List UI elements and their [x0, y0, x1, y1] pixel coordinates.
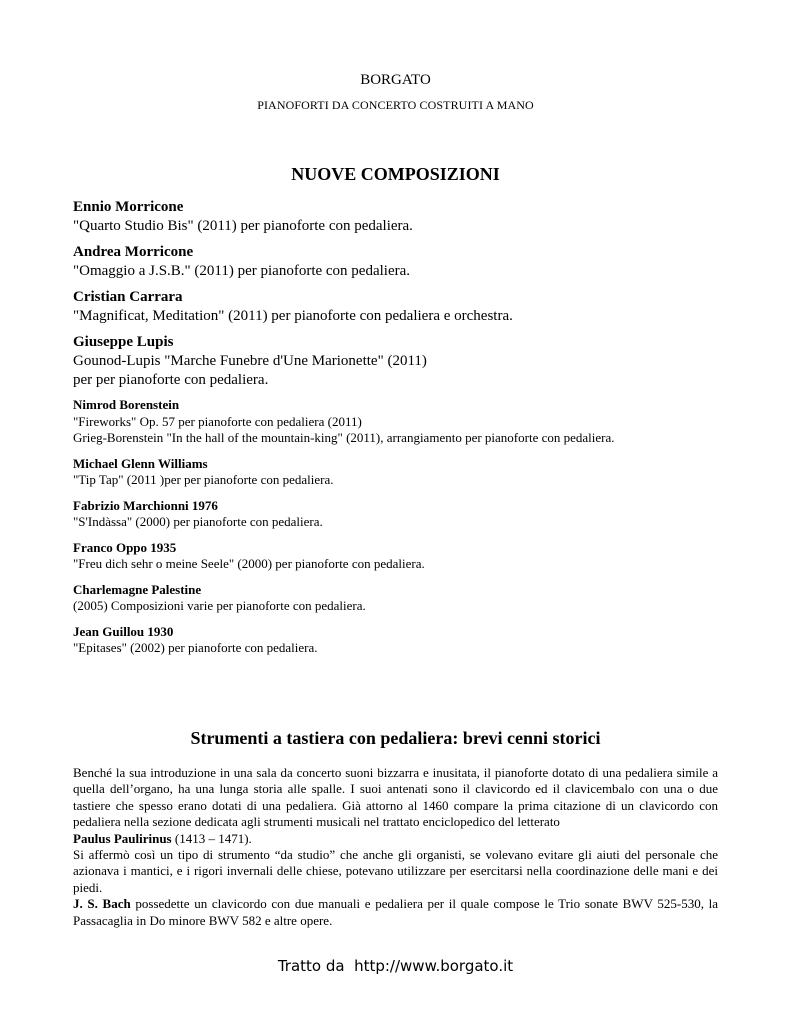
- compositions-list: [73, 198, 733, 666]
- composition-entry: [73, 243, 733, 281]
- composer-name: Franco Oppo 1935: [73, 539, 177, 555]
- composition-entry: [73, 498, 733, 531]
- history-title: Strumenti a tastiera con pedaliera: brevi cenni storici: [190, 728, 601, 748]
- composition-description: "Freu dich sehr o meine Seele" (2000) per pianoforte con pedaliera.: [73, 556, 425, 571]
- composition-description: "Tip Tap" (2011 )per per pianoforte con pedaliera.: [73, 472, 334, 487]
- composer-name: Andrea Morricone: [73, 244, 194, 260]
- history-paragraph: [73, 765, 718, 847]
- compositions-title: NUOVE COMPOSIZIONI: [291, 164, 500, 184]
- composition-description: "Quarto Studio Bis" (2011) per pianoforte con pedaliera.: [73, 218, 413, 234]
- composer-name: Fabrizio Marchionni 1976: [73, 497, 218, 513]
- composition-description: "Omaggio a J.S.B." (2011) per pianoforte con pedaliera.: [73, 263, 411, 279]
- composer-name: Charlemagne Palestine: [73, 581, 202, 597]
- composer-name: Michael Glenn Williams: [73, 455, 208, 471]
- composer-name: Nimrod Borenstein: [73, 397, 180, 412]
- composer-name: Cristian Carrara: [73, 289, 183, 305]
- brand-name: BORGATO: [360, 72, 431, 88]
- composition-description: (2005) Composizioni varie per pianoforte con pedaliera.: [73, 598, 366, 613]
- footer-text: Tratto da http://www.borgato.it: [277, 957, 514, 975]
- composition-description: per per pianoforte con pedaliera.: [73, 372, 269, 388]
- composition-entry: [73, 333, 733, 390]
- history-section: [73, 765, 718, 929]
- history-text: Benché la sua introduzione in una sala da concerto suoni bizzarra e inusitata, il pianoforte dotato di una pedaliera simile a quella dell’organo, ha una lunga storia alle spalle. I suoi antenati sono il clavicordo ed il clavicembalo con una o due tastiere che spesso erano dotati di una pedaliera. Già attorno al 1460 compare la prima citazione di un clavicordo con pedaliera nella sezione dedicata agli strumenti musicali nel trattato enciclopedico del letterato: [73, 765, 718, 830]
- composer-name: Giuseppe Lupis: [73, 334, 174, 350]
- composition-entry: [73, 624, 733, 657]
- history-person-name: J. S. Bach: [73, 896, 131, 912]
- history-paragraph: Si affermò così un tipo di strumento “da studio” che anche gli organisti, se volevano evitare gli aiuti del personale che azionava i mantici, e i rigori invernali delle chiese, potevano utilizzare per esercitarsi nella coordinazione delle mani e dei piedi.: [73, 847, 718, 895]
- history-text: (1413 – 1471).: [171, 830, 252, 846]
- history-person-name: Paulus Paulirinus: [73, 830, 172, 846]
- composition-description: Gounod-Lupis "Marche Funebre d'Une Marionette" (2011): [73, 353, 427, 369]
- composition-description: "Magnificat, Meditation" (2011) per pianoforte con pedaliera e orchestra.: [73, 308, 513, 324]
- composition-entry: [73, 288, 733, 326]
- composition-entry: [73, 540, 733, 573]
- composition-entry: [73, 456, 733, 489]
- brand-subtitle: PIANOFORTI DA CONCERTO COSTRUITI A MANO: [257, 98, 534, 112]
- history-paragraph: [73, 896, 718, 929]
- composition-description: Grieg-Borenstein "In the hall of the mountain-king" (2011), arrangiamento per pianoforte con pedaliera.: [73, 430, 615, 445]
- composition-description: "Epitases" (2002) per pianoforte con pedaliera.: [73, 640, 318, 655]
- history-text: possedette un clavicordo con due manuali e pedaliera per il quale compose le Trio sonate BWV 525-530, la Passacaglia in Do minore BWV 582 e altre opere.: [73, 896, 719, 928]
- composition-description: "S'Indàssa" (2000) per pianoforte con pedaliera.: [73, 514, 323, 529]
- composition-entry: [73, 198, 733, 236]
- composer-name: Jean Guillou 1930: [73, 623, 174, 639]
- composition-entry: [73, 582, 733, 615]
- composition-description: "Fireworks" Op. 57 per pianoforte con pedaliera (2011): [73, 413, 362, 429]
- composition-entry: [73, 397, 733, 447]
- composer-name: Ennio Morricone: [73, 199, 184, 215]
- footer-source-link[interactable]: [0, 957, 791, 975]
